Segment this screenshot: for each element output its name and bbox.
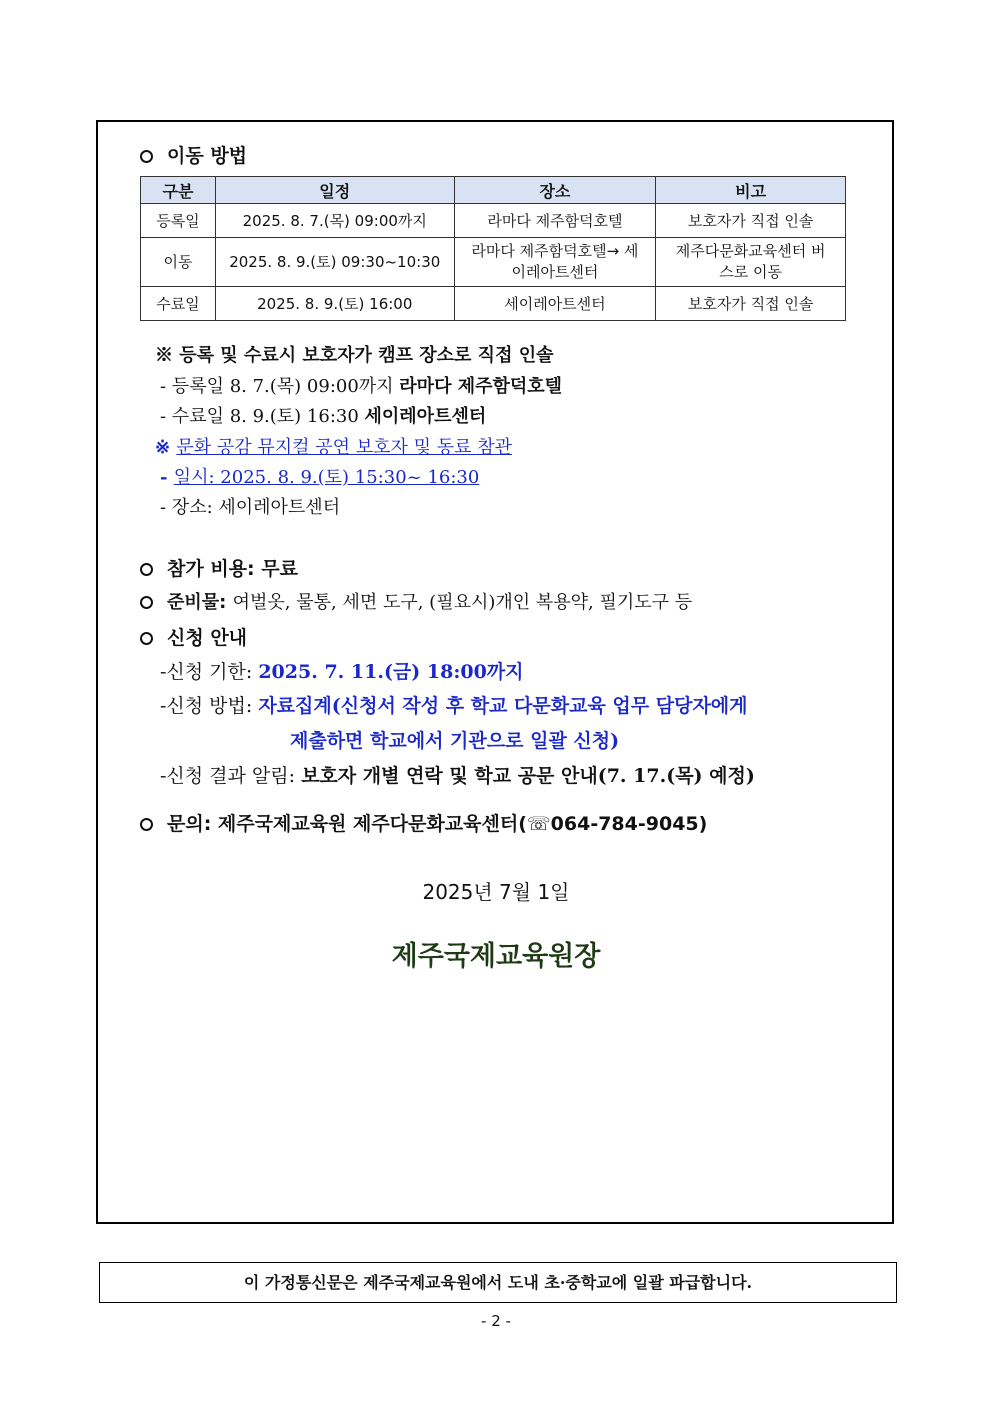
- table-cell: 라마다 제주함덕호텔: [454, 204, 656, 238]
- circle-bullet-icon: [140, 818, 153, 831]
- phone-icon: ☏: [526, 813, 551, 835]
- table-cell: 보호자가 직접 인솔: [656, 204, 846, 238]
- apply-method-cont: 제출하면 학교에서 기관으로 일괄 신청): [290, 730, 620, 752]
- note-registration-line: - 등록일 8. 7.(목) 09:00까지 라마다 제주함덕호텔: [160, 376, 563, 397]
- circle-bullet-icon: [140, 596, 153, 609]
- table-cell: 2025. 8. 7.(목) 09:00까지: [215, 204, 454, 238]
- table-cell: 등록일: [141, 204, 216, 238]
- table-header: 구분: [141, 177, 216, 204]
- table-row: [141, 204, 846, 238]
- apply-method: -신청 방법: 자료집계(신청서 작성 후 학교 다문화교육 업무 담당자에게: [160, 695, 748, 717]
- note-musical-place: - 장소: 세이레아트센터: [160, 497, 341, 518]
- table-cell: 세이레아트센터: [454, 287, 656, 321]
- supplies-line: 준비물: 여벌옷, 물통, 세면 도구, (필요시)개인 복용약, 필기도구 등: [140, 588, 692, 614]
- table-cell: 이동: [141, 238, 216, 287]
- issuer-name: 제주국제교육원장: [391, 941, 601, 972]
- table-header-row: [141, 177, 846, 204]
- table-cell: 수료일: [141, 287, 216, 321]
- move-section-title: 이동 방법: [140, 141, 247, 168]
- table-cell: 2025. 8. 9.(토) 09:30~10:30: [215, 238, 454, 287]
- table-row: [141, 287, 846, 321]
- inquiry-line: 문의: 제주국제교육원 제주다문화교육센터(☏064-784-9045): [140, 809, 707, 836]
- circle-bullet-icon: [140, 632, 153, 645]
- note-completion-line: - 수료일 8. 9.(토) 16:30 세이레아트센터: [160, 406, 487, 427]
- note-musical-datetime: - 일시: 2025. 8. 9.(토) 15:30~ 16:30: [160, 467, 480, 488]
- circle-bullet-icon: [140, 150, 153, 163]
- move-table: [140, 176, 846, 321]
- table-cell: 라마다 제주함덕호텔→ 세이레아트센터: [454, 238, 656, 287]
- page-number: - 2 -: [481, 1312, 511, 1330]
- note-musical: ※ 문화 공감 뮤지컬 공연 보호자 및 동료 참관: [155, 437, 513, 458]
- table-header: 장소: [454, 177, 656, 204]
- circle-bullet-icon: [140, 563, 153, 576]
- table-cell: 제주다문화교육센터 버스로 이동: [656, 238, 846, 287]
- table-cell: 2025. 8. 9.(토) 16:00: [215, 287, 454, 321]
- apply-deadline: -신청 기한: 2025. 7. 11.(금) 18:00까지: [160, 661, 524, 683]
- apply-result: -신청 결과 알림: 보호자 개별 연락 및 학교 공문 안내(7. 17.(목) 예정): [160, 765, 755, 787]
- footer-notice: 이 가정통신문은 제주국제교육원에서 도내 초·중학교에 일괄 파급합니다.: [99, 1262, 897, 1303]
- note-escort: ※ 등록 및 수료시 보호자가 캠프 장소로 직접 인솔: [155, 345, 554, 366]
- cost-line: 참가 비용: 무료: [140, 554, 298, 581]
- apply-title: 신청 안내: [140, 623, 247, 650]
- table-row: [141, 238, 846, 287]
- table-header: 비고: [656, 177, 846, 204]
- table-cell: 보호자가 직접 인솔: [656, 287, 846, 321]
- issue-date: 2025년 7월 1일: [422, 880, 570, 904]
- table-header: 일정: [215, 177, 454, 204]
